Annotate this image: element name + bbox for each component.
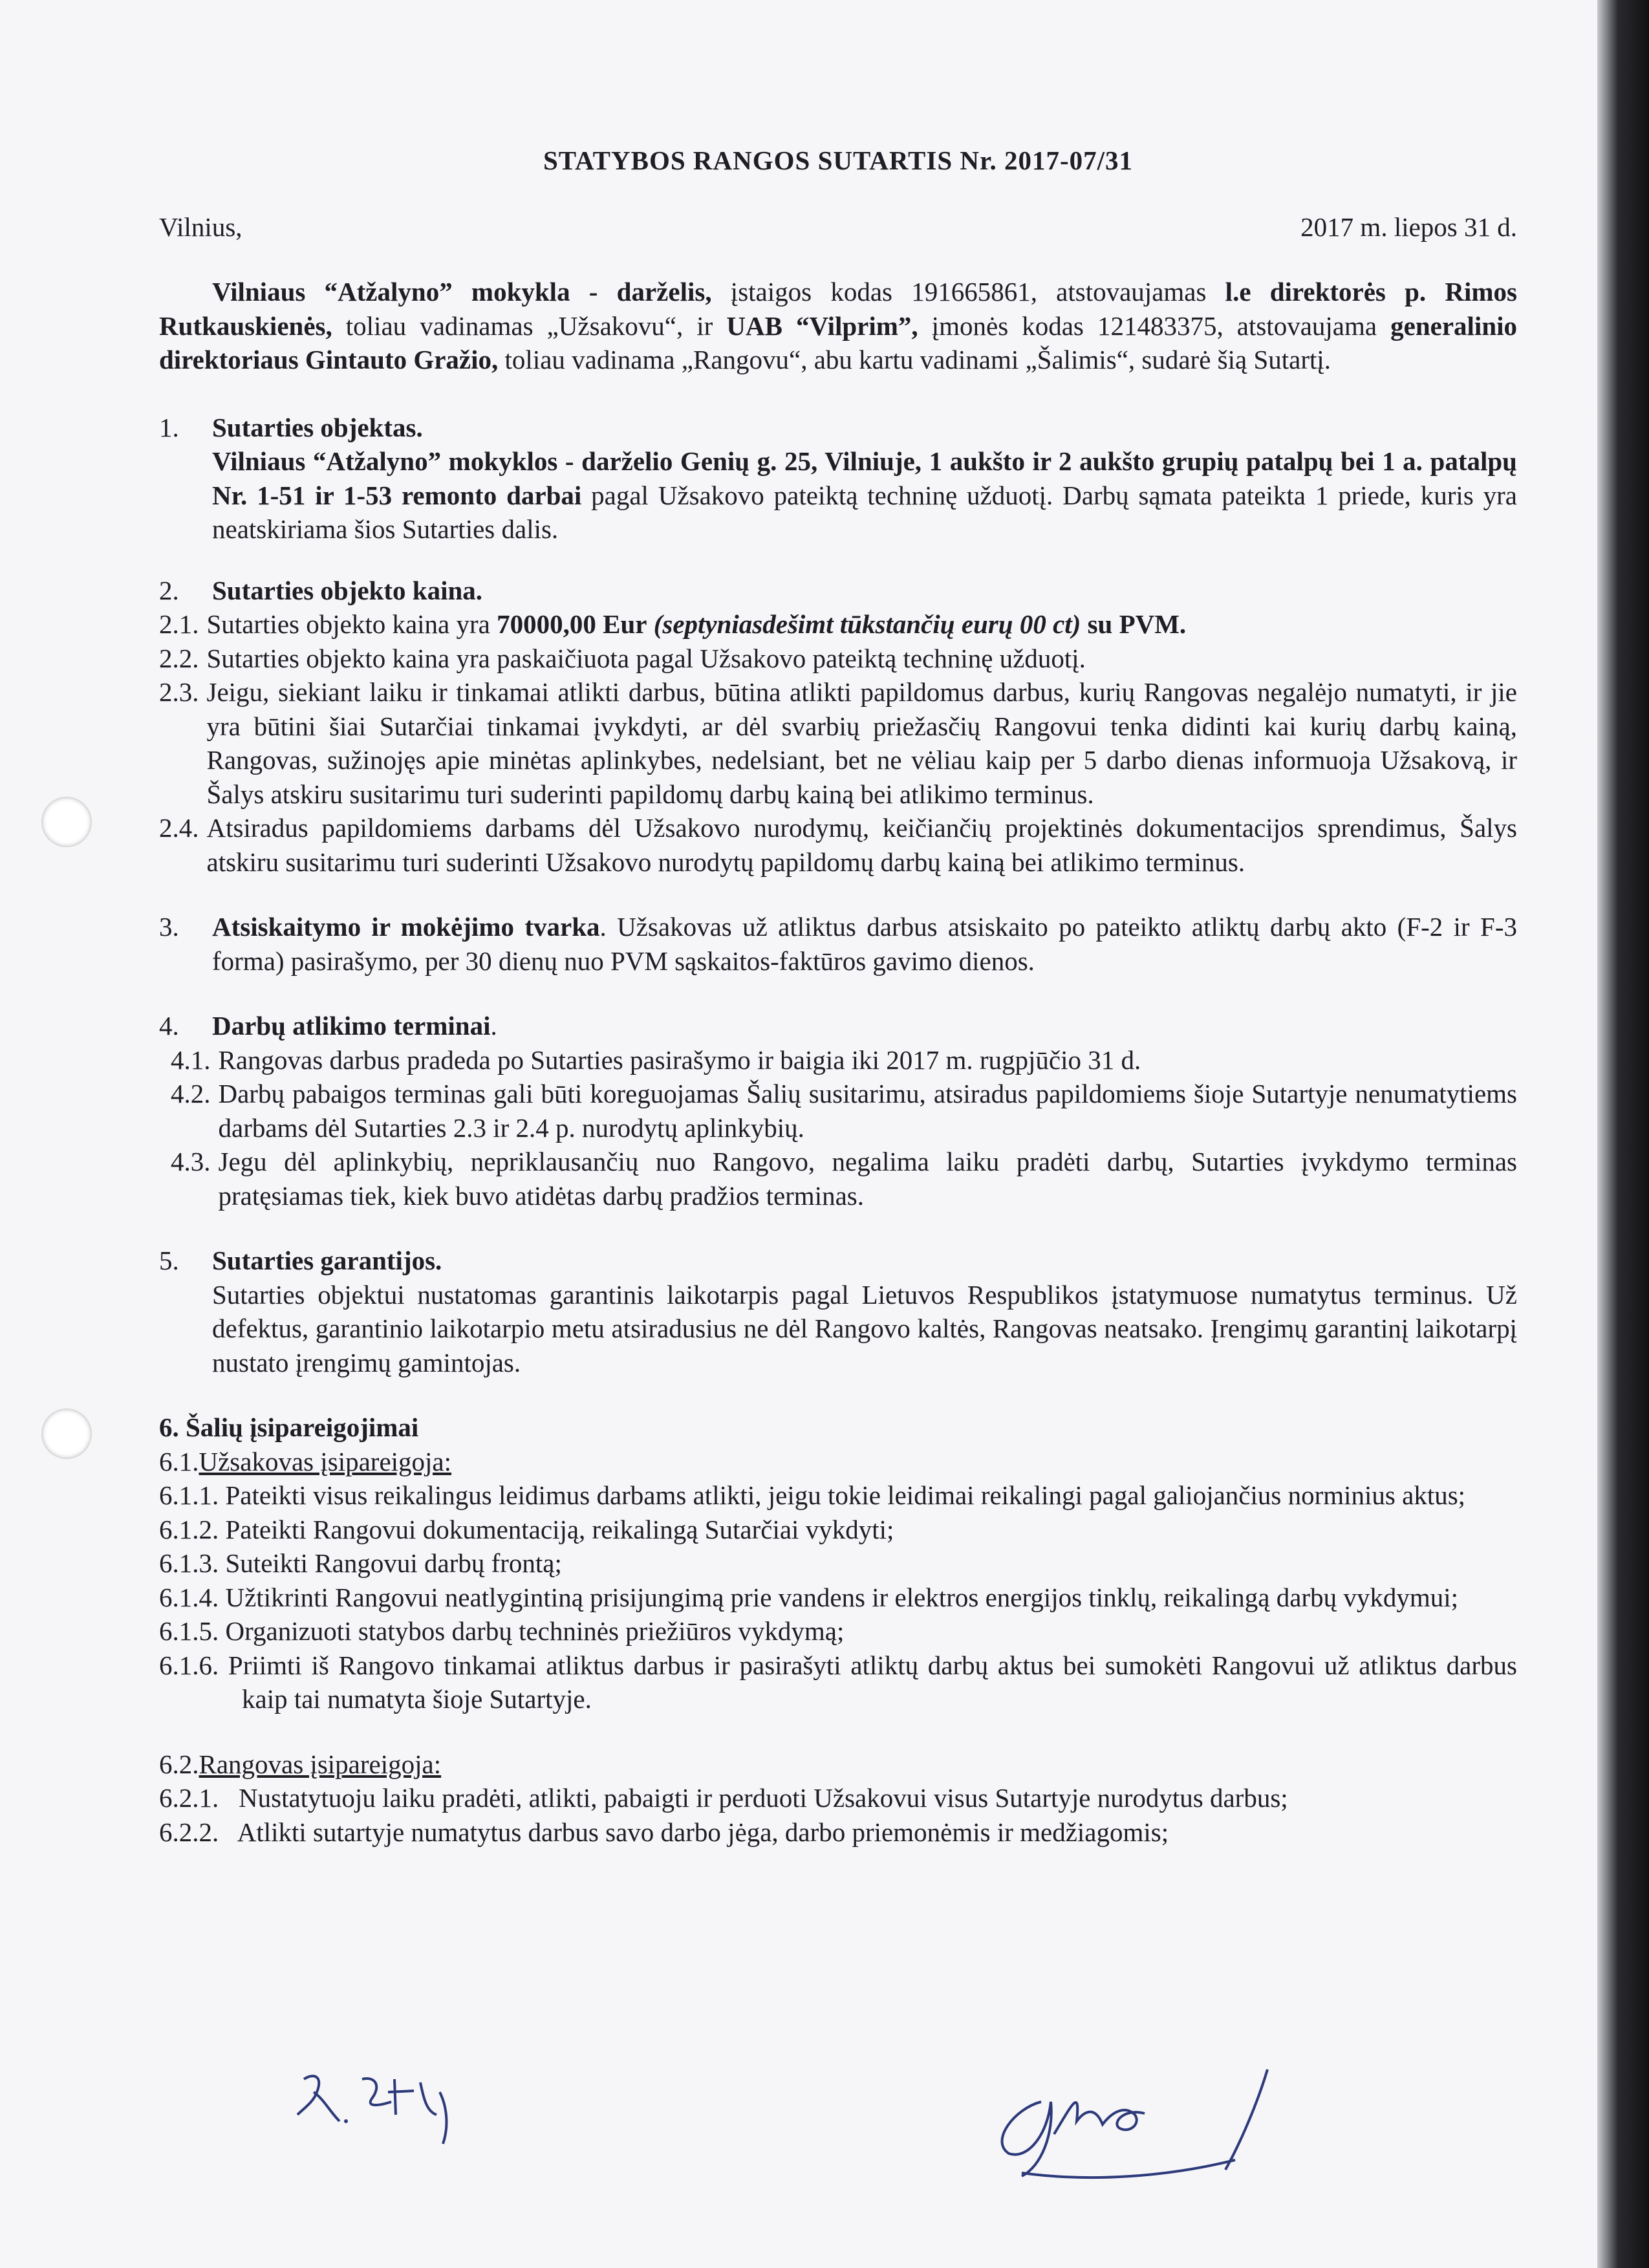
section-4	[159, 1009, 1517, 1213]
date: 2017 m. liepos 31 d.	[1300, 211, 1517, 242]
clause-text: Jeigu, siekiant laiku ir tinkamai atlikti darbus, būtina atlikti papildomus darbus, kurių Rangovas negalėjo numatyti, ir jie yra būtini šiai Sutarčiai tinkamai įvykdyti, ar dėl svarbių priežasčių Rangovui tenka didinti kai kurių darbų kainą, Rangovas, sužinojęs apie minėtas aplinkybes, nedelsiant, bet ne vėliau kaip per 5 darbo dienas informuoja Užsakovą, ir Šalys atskiru susitarimu turi suderinti papildomų darbų kainą bei atlikimo terminus.	[206, 677, 1517, 809]
list-item: 6.2.1. Nustatytuoju laiku pradėti, atlikti, pabaigti ir perduoti Užsakovui visus Sutartyje nurodytus darbus;	[159, 1783, 1288, 1813]
clause-4-1	[159, 1043, 1517, 1077]
place: Vilnius,	[159, 211, 242, 242]
clause-number: 2.3.	[159, 677, 199, 707]
clause-number: 4.3.	[171, 1147, 211, 1176]
clause-number: 4.2.	[171, 1079, 211, 1108]
section-heading: Sutarties garantijos.	[212, 1246, 442, 1275]
section-number: 3.	[159, 912, 179, 942]
list-item: 6.1.5. Organizuoti statybos darbų techninės priežiūros vykdymą;	[159, 1616, 845, 1646]
clause-2-1	[159, 607, 1517, 642]
list-item: 6.1.1. Pateikti visus reikalingus leidimus darbams atlikti, jeigu tokie leidimai reikalingi pagal galiojančius norminius aktus;	[159, 1480, 1466, 1510]
clause-number: 2.1.	[159, 609, 199, 639]
document-title: STATYBOS RANGOS SUTARTIS Nr. 2017-07/31	[543, 146, 1133, 175]
customer-name: Vilniaus “Atžalyno” mokykla - darželis,	[212, 277, 712, 307]
clause-text: Atsiradus papildomiems darbams dėl Užsakovo nurodymų, keičiančių projektinės dokumentacijos sprendimus, Šalys atskiru susitarimu turi suderinti Užsakovo nurodytų papildomų darbų kainą bei atlikimo terminus.	[206, 813, 1517, 877]
subsection-6-1	[159, 1445, 1517, 1479]
section-heading: Sutarties objekto kaina.	[212, 575, 483, 605]
section-heading: Darbų atlikimo terminai	[212, 1011, 491, 1041]
clause-number: 2.4.	[159, 813, 199, 843]
section-3	[159, 910, 1517, 978]
section-number: 4.	[159, 1011, 179, 1041]
clause-4-3	[159, 1145, 1517, 1213]
section-5	[159, 1244, 1517, 1379]
clause-text: Sutarties objekto kaina yra paskaičiuota pagal Užsakovo pateiktą techninę užduotį.	[206, 643, 1086, 673]
clause-text: Darbų pabaigos terminas gali būti koreguojamas Šalių susitarimu, atsiradus papildomiems šioje Sutartyje nenumatytiems darbams dėl Sutarties 2.3 ir 2.4 p. nurodytų aplinkybių.	[218, 1079, 1517, 1143]
price-amount: 70000,00 Eur	[497, 609, 647, 639]
punch-hole-lower	[41, 1409, 92, 1459]
intro-text-2: toliau vadinamas „Užsakovu“, ir	[332, 310, 727, 341]
scan-edge	[1597, 0, 1649, 2268]
punch-hole-upper	[41, 797, 92, 847]
list-item: 6.1.2. Pateikti Rangovui dokumentaciją, reikalingą Sutarčiai vykdyti;	[159, 1514, 894, 1544]
clause-2-3	[159, 675, 1517, 811]
customer-representative: l.e direktorės p. Rimos Rutkauskienės,	[159, 277, 1518, 341]
clause-2-4	[159, 811, 1517, 879]
section-heading: Sutarties objektas.	[212, 412, 423, 442]
subsection-number: 6.2.	[159, 1749, 199, 1779]
section-number: 2.	[159, 575, 179, 605]
list-item: 6.1.3. Suteikti Rangovui darbų frontą;	[159, 1548, 562, 1578]
clause-2-2	[159, 642, 1517, 676]
contract-body	[159, 144, 1517, 1849]
section-1-text	[159, 444, 1517, 546]
section-heading: Atsiskaitymo ir mokėjimo tvarka	[212, 912, 600, 942]
intro-text-4: toliau vadinama „Rangovu“, abu kartu vadinami „Šalimis“, sudarė šią Sutartį.	[498, 345, 1331, 374]
list-item: 6.1.4. Užtikrinti Rangovui neatlygintiną prisijungimą prie vandens ir elektros energijos tinklų, reikalingą darbų vykdymui;	[159, 1582, 1458, 1612]
section-2	[159, 574, 1517, 880]
price-in-words: (septyniasdešimt tūkstančių eurų 00 ct)	[653, 609, 1081, 639]
signature-left	[285, 2053, 517, 2157]
subsection-title: Rangovas įsipareigoja:	[199, 1749, 442, 1779]
section-6	[159, 1410, 1517, 1849]
heading-dot: .	[490, 1011, 497, 1041]
section-heading: 6. Šalių įsipareigojimai	[159, 1412, 419, 1442]
intro-paragraph	[159, 275, 1517, 377]
object-description: Vilniaus “Atžalyno” mokyklos - darželio Genių g. 25, Vilniuje, 1 aukšto ir 2 aukšto grupių patalpų bei 1 a. patalpų Nr. 1-51 ir 1-53 remonto darbai	[212, 446, 1517, 510]
object-text: pagal Užsakovo pateiktą techninę užduotį. Darbų sąmata pateikta 1 priede, kuris yra neatskiriama šios Sutarties dalis.	[212, 480, 1517, 544]
price-vat: su PVM.	[1087, 609, 1187, 639]
clause-number: 2.2.	[159, 643, 199, 673]
subsection-title: Užsakovas įsipareigoja:	[199, 1446, 452, 1476]
list-item: 6.1.6. Priimti iš Rangovo tinkamai atliktus darbus ir pasirašyti atliktų darbų aktus bei sumokėti Rangovui už atliktus darbus kaip tai numatyta šioje Sutartyje.	[159, 1650, 1517, 1714]
clause-text: Sutarties objekto kaina yra	[206, 609, 497, 639]
section-text: Sutarties objektui nustatomas garantinis laikotarpis pagal Lietuvos Respublikos įstatymuose numatytus terminus. Už defektus, garantinio laikotarpio metu atsiradusius ne dėl Rangovo kaltės, Rangovas neatsako. Įrengimų garantinį laikotarpį nustato įrengimų gamintojas.	[212, 1279, 1517, 1377]
signature-right	[964, 2063, 1300, 2192]
section-1	[159, 411, 1517, 546]
clause-number: 4.1.	[171, 1044, 211, 1075]
subsection-6-2	[159, 1747, 1517, 1782]
clause-text: Jegu dėl aplinkybių, nepriklausančių nuo Rangovo, negalima laiku pradėti darbų, Sutarties įvykdymo terminas pratęsiamas tiek, kiek buvo atidėtas darbų pradžios terminas.	[218, 1147, 1517, 1211]
section-number: 5.	[159, 1246, 179, 1275]
clause-text: Rangovas darbus pradeda po Sutarties pasirašymo ir baigia iki 2017 m. rugpjūčio 31 d.	[218, 1044, 1141, 1075]
list-item: 6.2.2. Atlikti sutartyje numatytus darbus savo darbo jėga, darbo priemonėmis ir medžiagomis;	[159, 1817, 1169, 1847]
clause-4-2	[159, 1077, 1517, 1145]
section-number: 1.	[159, 412, 179, 442]
contractor-name: UAB “Vilprim”,	[726, 310, 918, 341]
subsection-number: 6.1.	[159, 1446, 199, 1476]
intro-text-3: įmonės kodas 121483375, atstovaujama	[918, 310, 1391, 341]
section-text: . Užsakovas už atliktus darbus atsiskaito po pateikto atliktų darbų akto (F-2 ir F-3 forma) pasirašymo, per 30 dienų nuo PVM sąskaitos-faktūros gavimo dienos.	[212, 912, 1517, 976]
intro-text-1: įstaigos kodas 191665861, atstovaujamas	[711, 277, 1225, 307]
contractor-representative: generalinio direktoriaus Gintauto Gražio,	[159, 310, 1518, 374]
place-date-line	[159, 210, 1517, 244]
